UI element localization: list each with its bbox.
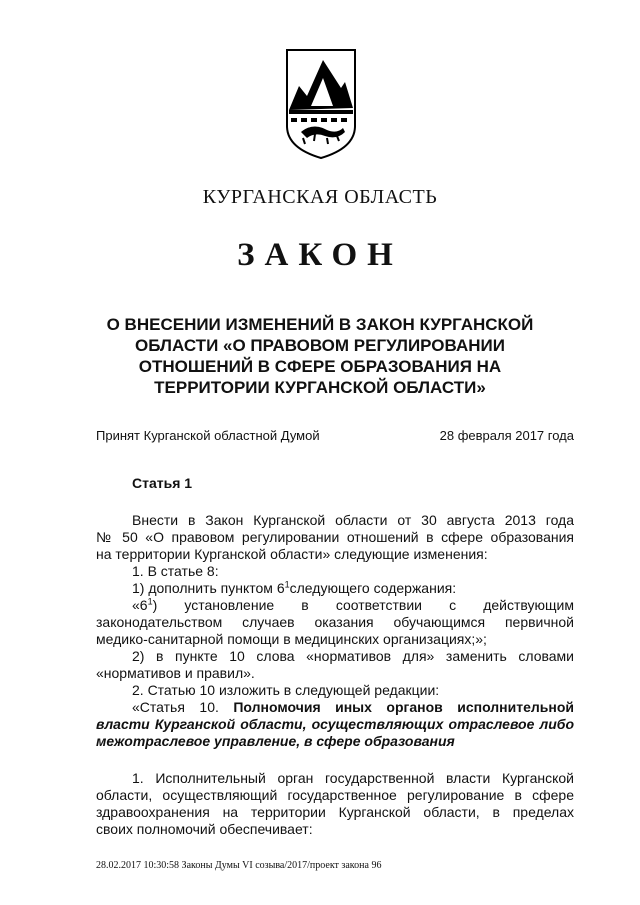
paragraph-line: 1. Исполнительный орган государственной власти Курганской: [132, 770, 574, 786]
article-10-title: Полномочия иных органов исполнительной: [233, 699, 574, 715]
item-1: 1. В статье 8:: [132, 563, 219, 579]
paragraph-line: № 50 «О правовом регулировании отношений в сфере образования: [96, 529, 574, 545]
item-1-1: [96, 580, 574, 597]
law-title-line: ОБЛАСТИ «О ПРАВОВОМ РЕГУЛИРОВАНИИ: [135, 336, 505, 355]
quote-line: [96, 597, 574, 614]
paragraph-line: на территории Курганской области» следующие изменения:: [96, 546, 488, 562]
article-10-body: [96, 770, 574, 838]
article-10-title: власти Курганской области, осуществляющих отраслевое либо: [96, 716, 574, 732]
article-heading: Статья 1: [132, 475, 193, 491]
text-fragment: 1) дополнить пунктом 6: [132, 580, 285, 596]
coat-of-arms-icon: [285, 48, 357, 160]
quote-line: медико-санитарной помощи в медицинских организациях;»;: [96, 631, 487, 647]
article-body: [96, 512, 574, 750]
text-fragment: «6: [132, 597, 148, 613]
item-1-2: 2) в пункте 10 слова «нормативов для» заменить словами: [132, 648, 574, 664]
adopted-by: Принят Курганской областной Думой: [96, 428, 320, 443]
paragraph-line: Внести в Закон Курганской области от 30 августа 2013 года: [132, 512, 574, 528]
law-title-line: ОТНОШЕНИЙ В СФЕРЕ ОБРАЗОВАНИЯ НА: [138, 357, 502, 376]
adoption-date: 28 февраля 2017 года: [439, 428, 574, 443]
text-fragment: следующего содержания:: [289, 580, 457, 596]
paragraph-line: своих полномочий обеспечивает:: [96, 821, 313, 837]
document-footer: 28.02.2017 10:30:58 Законы Думы VI созыва/2017/проект закона 96: [96, 860, 382, 871]
item-1-2: «нормативов и правил».: [96, 665, 255, 681]
paragraph-line: здравоохранения на территории Курганской области, в пределах: [96, 804, 574, 820]
law-title: [100, 314, 540, 398]
law-title-line: О ВНЕСЕНИИ ИЗМЕНЕНИЙ В ЗАКОН КУРГАНСКОЙ: [106, 315, 534, 334]
text-fragment: ) установление в соответствии с действующим: [152, 597, 574, 613]
article-10-title: межотраслевое управление, в сфере образования: [96, 733, 455, 749]
item-2: 2. Статью 10 изложить в следующей редакции:: [132, 682, 440, 698]
article-10-heading: [96, 699, 574, 716]
superscript: 1: [284, 579, 290, 590]
paragraph-line: области, осуществляющий государственное регулирование в сфере: [96, 787, 574, 803]
law-title-line: ТЕРРИТОРИИ КУРГАНСКОЙ ОБЛАСТИ»: [154, 378, 486, 397]
quote-line: законодательством случаев оказания обучающимся первичной: [96, 614, 574, 630]
superscript: 1: [147, 597, 153, 607]
document-type: ЗАКОН: [237, 237, 403, 273]
text-fragment: «Статья 10.: [132, 699, 234, 715]
region-name: КУРГАНСКАЯ ОБЛАСТЬ: [202, 186, 438, 208]
